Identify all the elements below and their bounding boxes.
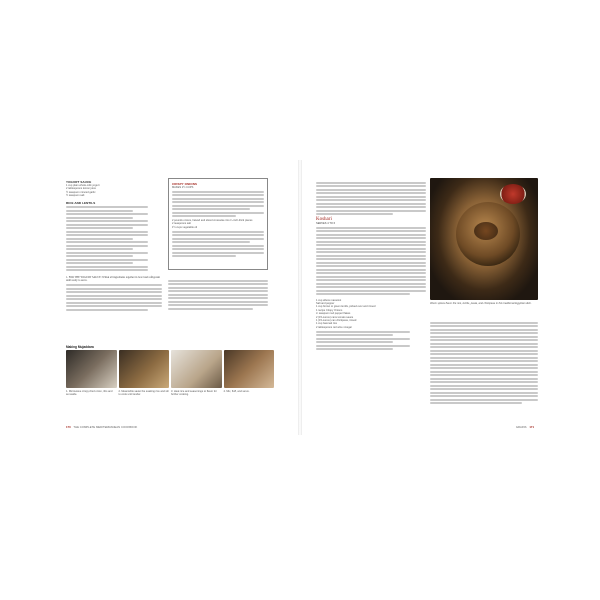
sidebar-item: 1½ cups vegetable oil — [172, 225, 198, 229]
sidebar-item: 2 teaspoons salt — [172, 222, 191, 226]
rice-heading: RICE AND LENTILS — [66, 200, 96, 205]
method-lines — [430, 322, 538, 405]
yogurt-item: ½ teaspoon minced garlic — [66, 190, 96, 194]
left-footer-text: THE COMPLETE MEDITERRANEAN COOKBOOK — [73, 425, 138, 429]
left-footer — [66, 425, 137, 429]
right-footer — [516, 425, 534, 429]
ingredient: 1 (15-ounce) can chickpeas, rinsed — [316, 318, 357, 322]
right-page — [302, 160, 552, 435]
recipe-serves: SERVES 4 TO 6 — [316, 222, 336, 225]
right-footer-text: GRAINS — [515, 425, 527, 429]
sidebar-item: 2 pounds onions, halved and sliced crosswise into ¼-inch-thick pieces — [172, 218, 253, 222]
prev-recipe-lines — [316, 182, 426, 216]
yogurt-item: 2 tablespoons lemon juice — [66, 187, 96, 191]
step-photos — [66, 350, 274, 388]
ingredient: Salt and pepper — [316, 301, 335, 305]
step-1-text: 1. FOR THE YOGURT SAUCE: Whisk all ingredients together in bowl and refrigerant until ready to serve. — [66, 275, 161, 283]
tomato-sauce-bowl — [500, 184, 526, 204]
step-photo-2 — [119, 350, 170, 388]
ingredient: 1 recipe Crispy Onions — [316, 308, 343, 312]
making-mujaddara-title: Making Mujaddara — [66, 345, 94, 349]
crispy-onions-sidebar — [168, 178, 268, 270]
right-text-column — [316, 180, 426, 352]
step-caption: 4. Mix, fluff, and serve. — [223, 390, 250, 393]
sidebar-title: CRISPY ONIONS — [172, 182, 198, 186]
left-page-number: 170 — [66, 425, 71, 429]
step-photo-4 — [224, 350, 275, 388]
right-method-column — [430, 320, 538, 406]
recipe-title: Koshari — [316, 217, 332, 222]
ingredient: 2 tablespoons red wine vinegar — [316, 325, 352, 329]
step-caption: 3. Heat rice and seasonings to flavor for further cooking. — [171, 390, 217, 397]
yogurt-item: 1 cup plain whole-milk yogurt — [66, 184, 100, 187]
yogurt-sauce-heading: YOGURT SAUCE — [66, 180, 92, 184]
step-caption: 1. Microwave crispy-fried onion, ribs and set aside. — [66, 390, 113, 397]
book-spread — [48, 160, 552, 435]
step-photo-3 — [171, 350, 222, 388]
step-photo-1 — [66, 350, 117, 388]
step-captions — [66, 390, 274, 397]
crispy-onion-topping — [474, 222, 498, 240]
headnote-lines — [316, 227, 426, 296]
yogurt-item: ½ teaspoon salt — [66, 194, 85, 198]
method-text-lines — [66, 284, 162, 311]
ingredient: 1 cup brown or green lentils, picked over and rinsed — [316, 305, 376, 309]
photo-caption: Warm spices flavor the rice, lentils, pasta, and chickpeas in this traditional Egyptian dish. — [430, 302, 532, 305]
koshari-photo — [430, 178, 538, 300]
ingredient: 1 cup basmati rice — [316, 322, 338, 326]
left-text-column-2 — [168, 278, 268, 311]
sidebar-step-lines — [172, 231, 264, 258]
ingredient: ¼ teaspoon red pepper flakes — [316, 312, 351, 316]
ingredient: 1 cup elbow macaroni — [316, 298, 342, 302]
sidebar-makes: MAKES 1½ CUPS — [172, 186, 194, 189]
sidebar-intro-lines — [172, 191, 264, 218]
left-page — [48, 160, 298, 435]
ingredient: 2 (15-ounce) cans tomato sauce — [316, 315, 354, 319]
step-caption: 2. Meanwhile sauté the soaking rice and stir to cook until tender. — [118, 390, 169, 397]
right-page-number: 171 — [529, 425, 534, 429]
left-text-column — [66, 180, 162, 312]
method-continued-lines — [168, 280, 268, 310]
rice-ingredient-lines — [66, 206, 162, 271]
more-ingredient-lines — [316, 331, 426, 351]
